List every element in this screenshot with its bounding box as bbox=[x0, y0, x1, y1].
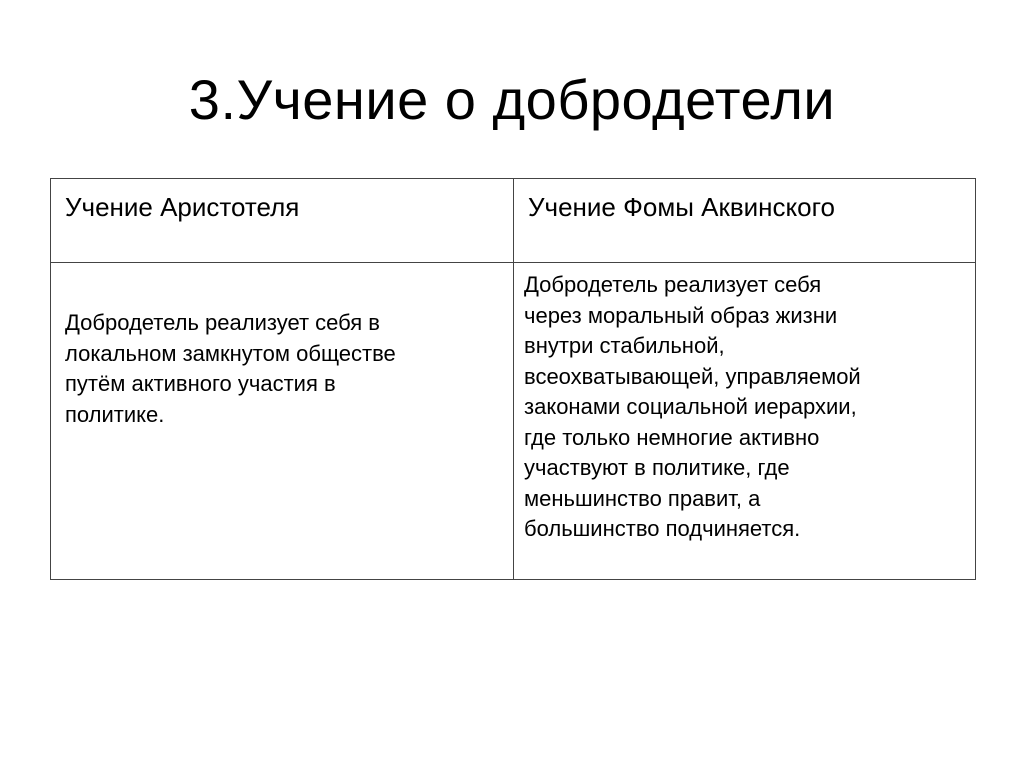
header-aquinas-label: Учение Фомы Аквинского bbox=[528, 192, 836, 222]
cell-aristotle bbox=[51, 263, 514, 580]
header-cell-aquinas bbox=[514, 179, 976, 263]
header-cell-aristotle bbox=[51, 179, 514, 263]
slide-title: 3.Учение о добродетели bbox=[188, 68, 836, 131]
table-header-row bbox=[51, 179, 976, 263]
aquinas-text: Добродетель реализует себя через моральный образ жизни внутри стабильной, всеохватывающей, управляемой законами социальной иерархии, где только немногие активно участвуют в политике, где меньшинство правит, а большинство подчиняется. bbox=[524, 272, 861, 541]
header-aristotle-label: Учение Аристотеля bbox=[65, 192, 300, 222]
aristotle-text: Добродетель реализует себя в локальном замкнутом обществе путём активного участия в политике. bbox=[65, 310, 396, 427]
comparison-table bbox=[50, 178, 976, 580]
cell-aquinas bbox=[514, 263, 976, 580]
table-row bbox=[51, 263, 976, 580]
